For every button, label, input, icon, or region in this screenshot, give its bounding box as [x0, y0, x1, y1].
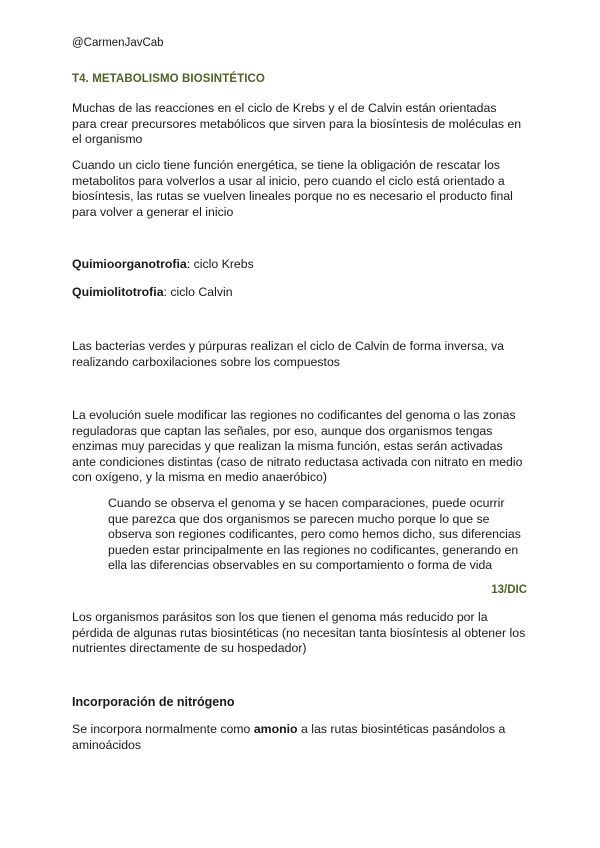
paragraph-ammonium	[72, 722, 524, 753]
paragraph-bacteria: Las bacterias verdes y púrpuras realizan el ciclo de Calvin de forma inversa, va realizando carboxilaciones sobre los compuestos	[72, 339, 504, 369]
section-heading: Incorporación de nitrógeno	[72, 695, 235, 709]
term-quimioorganotrofia: Quimioorganotrofia	[72, 257, 187, 271]
term-quimiolitotrofia: Quimiolitotrofia	[72, 285, 164, 299]
date-label: 13/DIC	[491, 584, 527, 596]
ammonium-term: amonio	[253, 722, 298, 736]
page-title: T4. METABOLISMO BIOSINTÉTICO	[72, 73, 265, 85]
paragraph-precursors: Muchas de las reacciones en el ciclo de Krebs y el de Calvin están orientadas para crear precursores metabólicos que sirven para la biosíntesis de moléculas en el organismo	[72, 101, 522, 146]
desc-quimiolitotrofia: : ciclo Calvin	[163, 285, 233, 299]
ammonium-pre: Se incorpora normalmente como	[72, 722, 254, 736]
desc-quimioorganotrofia: : ciclo Krebs	[186, 257, 254, 271]
definition-quimiolitotrofia	[72, 285, 524, 301]
paragraph-energy-cycle: Cuando un ciclo tiene función energética, se tiene la obligación de rescatar los metabolitos para volverlos a usar al inicio, pero cuando el ciclo está orientado a biosíntesis, las rutas se vuelven lineales porque no es necesario el producto final para volver a generar el inicio	[72, 158, 513, 219]
definition-quimioorganotrofia	[72, 257, 524, 273]
ammonium-post: a las rutas biosintéticas pasándolos a aminoácidos	[72, 722, 506, 752]
author-handle: @CarmenJavCab	[72, 37, 164, 49]
paragraph-evolution: La evolución suele modificar las regiones no codificantes del genoma o las zonas reguladoras que captan las señales, por eso, aunque dos organismos tengas enzimas muy parecidas y que realizan la misma función, estas serán activadas ante condiciones distintas (caso de nitrato reductasa activada con nitrato en medio con oxígeno, y la misma en medio anaeróbico)	[72, 408, 523, 484]
paragraph-genome-comparison: Cuando se observa el genoma y se hacen comparaciones, puede ocurrir que parezca que dos organismos se parecen mucho porque lo que se observa son regiones codificantes, pero como hemos dicho, sus diferencias pueden estar principalmente en las regiones no codificantes, generando en ella las diferencias observables en su comportamiento o forma de vida	[108, 496, 521, 572]
paragraph-parasites: Los organismos parásitos son los que tienen el genoma más reducido por la pérdida de algunas rutas biosintéticas (no necesitan tanta biosíntesis al obtener los nutrientes directamente de su hospedador)	[72, 610, 526, 655]
